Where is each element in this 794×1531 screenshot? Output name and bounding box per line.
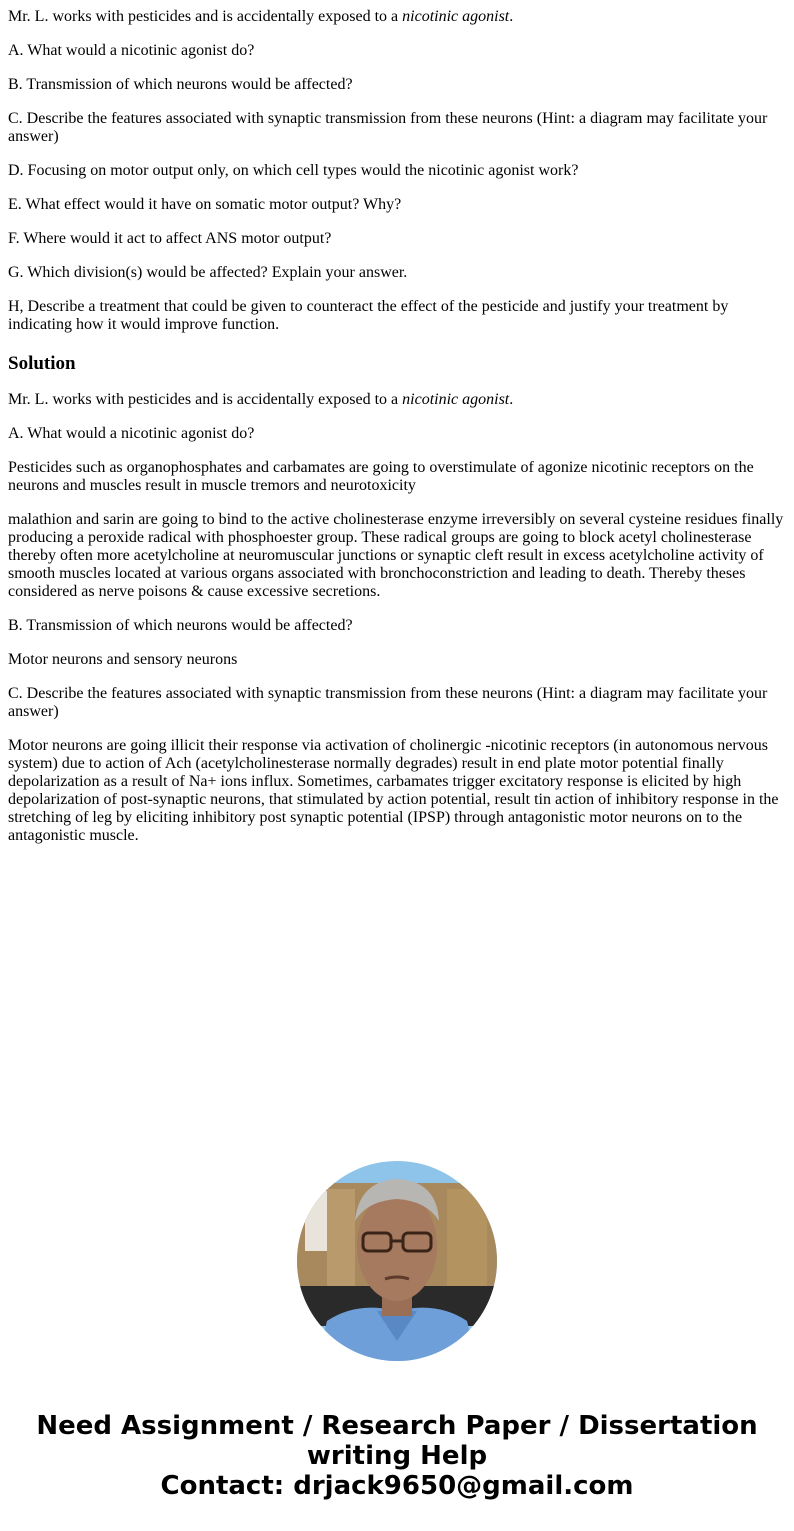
solution-answer-b: Motor neurons and sensory neurons bbox=[8, 651, 238, 668]
emphasis-nicotinic-agonist: nicotinic agonist bbox=[402, 8, 510, 25]
solution-question-a: A. What would a nicotinic agonist do? bbox=[8, 425, 255, 442]
solution-answer-a-1: Pesticides such as organophosphates and carbamates are going to overstimulate of agonize nicotinic receptors on the neurons and muscles result in muscle tremors and neurotoxicity bbox=[8, 459, 754, 494]
emphasis-nicotinic-agonist: nicotinic agonist bbox=[402, 391, 510, 408]
solution-intro: Mr. L. works with pesticides and is accidentally exposed to a nicotinic agonist. bbox=[8, 391, 514, 408]
avatar bbox=[297, 1161, 497, 1361]
promo-line-2: writing Help bbox=[306, 1441, 488, 1471]
question-part-b: B. Transmission of which neurons would be affected? bbox=[8, 76, 353, 93]
question-part-g: G. Which division(s) would be affected? Explain your answer. bbox=[8, 264, 408, 281]
avatar-portrait-image bbox=[297, 1161, 497, 1361]
question-part-f: F. Where would it act to affect ANS motor output? bbox=[8, 230, 332, 247]
solution-heading: Solution bbox=[8, 353, 76, 374]
solution-answer-a-2: malathion and sarin are going to bind to the active cholinesterase enzyme irreversibly on several cysteine residues finally producing a peroxide radical with phosphoester group. These radical groups are going to block acetyl cholinesterase thereby often more acetylcholine at neuromuscular junctions or synaptic cleft result in excess acetylcholine activity of smooth muscles located at various organs associated with bronchoconstriction and leading to death. Thereby theses considered as nerve poisons & cause excessive secretions. bbox=[8, 511, 784, 600]
contact-promo-banner bbox=[0, 1411, 794, 1501]
question-part-a: A. What would a nicotinic agonist do? bbox=[8, 42, 255, 59]
solution-question-b: B. Transmission of which neurons would be affected? bbox=[8, 617, 353, 634]
question-part-d: D. Focusing on motor output only, on which cell types would the nicotinic agonist work? bbox=[8, 162, 579, 179]
promo-line-1: Need Assignment / Research Paper / Dissertation bbox=[36, 1411, 758, 1441]
question-part-c: C. Describe the features associated with synaptic transmission from these neurons (Hint: a diagram may facilitate your answer) bbox=[8, 110, 768, 145]
solution-question-c: C. Describe the features associated with synaptic transmission from these neurons (Hint: a diagram may facilitate your answer) bbox=[8, 685, 768, 720]
document-body bbox=[0, 8, 794, 845]
promo-contact-email: Contact: drjack9650@gmail.com bbox=[160, 1471, 634, 1501]
question-intro: Mr. L. works with pesticides and is accidentally exposed to a nicotinic agonist. bbox=[8, 8, 514, 25]
question-part-h: H, Describe a treatment that could be given to counteract the effect of the pesticide and justify your treatment by indicating how it would improve function. bbox=[8, 298, 729, 333]
solution-answer-c: Motor neurons are going illicit their response via activation of cholinergic -nicotinic receptors (in autonomous nervous system) due to action of Ach (acetylcholinesterase normally degrades) result in end plate motor potential finally depolarization as a result of Na+ ions influx. Sometimes, carbamates trigger excitatory response is elicited by high depolarization of post-synaptic neurons, that stimulated by action potential, result tin action of inhibitory response in the stretching of leg by eliciting inhibitory post synaptic potential (IPSP) through antagonistic motor neurons on to the antagonistic muscle. bbox=[8, 737, 779, 844]
question-part-e: E. What effect would it have on somatic motor output? Why? bbox=[8, 196, 402, 213]
